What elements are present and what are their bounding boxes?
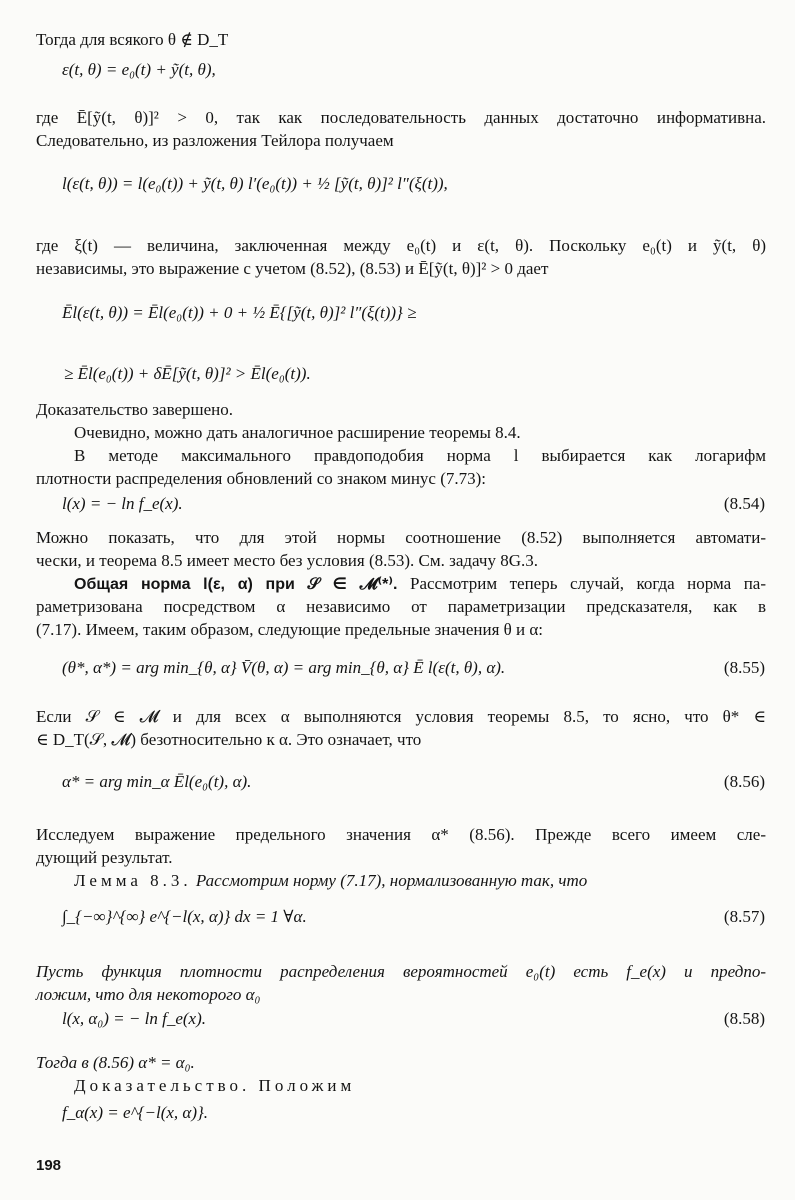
text-line: Очевидно, можно дать аналогичное расширение теоремы 8.4. xyxy=(74,423,521,442)
text-line: Пусть функция плотности распределения вероятностей e₀(t) есть f_e(x) и предпо- xyxy=(36,962,766,981)
equation-number: (8.57) xyxy=(723,907,765,926)
equation: ∫_{−∞}^{∞} e^{−l(x, α)} dx = 1 ∀α. xyxy=(62,907,307,926)
text-line: Доказательство завершено. xyxy=(36,400,234,419)
text-line: дующий результат. xyxy=(36,848,173,867)
text-line: плотности распределения обновлений со знаком минус (7.73): xyxy=(36,469,487,488)
text-line: чески, и теорема 8.5 имеет место без условия (8.53). См. задачу 8G.3. xyxy=(36,551,538,570)
text-line: Следовательно, из разложения Тейлора получаем xyxy=(36,131,394,150)
equation: α* = arg min_α Ēl(e₀(t), α). xyxy=(62,772,252,791)
equation-number: (8.55) xyxy=(723,658,765,677)
equation: (θ*, α*) = arg min_{θ, α} V̄(θ, α) = arg min_{θ, α} Ē l(ε(t, θ), α). xyxy=(62,658,506,677)
paragraph-heading: Общая норма l(ε, α) при 𝒮 ∈ 𝓜⁽*⁾. xyxy=(74,576,398,593)
equation: l(ε(t, θ)) = l(e₀(t)) + ỹ(t, θ) l′(e₀(t)) + ½ [ỹ(t, θ)]² l″(ξ(t)), xyxy=(62,174,448,193)
text-line: (7.17). Имеем, таким образом, следующие предельные значения θ и α: xyxy=(36,620,544,639)
text-line: Доказательство. Положим xyxy=(74,1076,356,1095)
lemma-label: Лемма 8.3. xyxy=(74,871,192,890)
text-span: Рассмотрим теперь случай, когда норма па- xyxy=(409,574,767,593)
text-line: В методе максимального правдоподобия норма l выбирается как логарифм xyxy=(74,446,766,465)
equation-number: (8.58) xyxy=(723,1009,765,1028)
text-line: Тогда для всякого θ ∉ D_T xyxy=(36,30,229,49)
text-line xyxy=(74,871,587,891)
text-line: ложим, что для некоторого α₀ xyxy=(36,985,261,1004)
text-line: Если 𝒮 ∈ 𝓜 и для всех α выполняются условия теоремы 8.5, то ясно, что θ* ∈ xyxy=(36,707,766,726)
text-line: Можно показать, что для этой нормы соотношение (8.52) выполняется автомати- xyxy=(36,528,766,547)
page-number: 198 xyxy=(36,1157,62,1174)
text-line: где Ē[ỹ(t, θ)]² > 0, так как последовательность данных достаточно информативна. xyxy=(36,108,766,127)
equation: Ēl(ε(t, θ)) = Ēl(e₀(t)) + 0 + ½ Ē{[ỹ(t, θ)]² l″(ξ(t))} ≥ xyxy=(62,303,417,322)
equation-number: (8.54) xyxy=(723,494,765,513)
text-line: раметризована посредством α независимо от параметризации предсказателя, как в xyxy=(36,597,766,616)
equation: f_α(x) = e^{−l(x, α)}. xyxy=(62,1103,209,1122)
text-line: ∈ D_T(𝒮, 𝓜) безотносительно к α. Это означает, что xyxy=(36,730,422,749)
equation-number: (8.56) xyxy=(723,772,765,791)
equation: ε(t, θ) = e₀(t) + ỹ(t, θ), xyxy=(62,60,216,79)
text-line: Тогда в (8.56) α* = α₀. xyxy=(36,1053,195,1072)
equation: ≥ Ēl(e₀(t)) + δĒ[ỹ(t, θ)]² > Ēl(e₀(t)). xyxy=(64,364,311,383)
text-line: Исследуем выражение предельного значения α* (8.56). Прежде всего имеем сле- xyxy=(36,825,766,844)
text-line: где ξ(t) — величина, заключенная между e₀(t) и ε(t, θ). Поскольку e₀(t) и ỹ(t, θ) xyxy=(36,236,766,255)
equation: l(x) = − ln f_e(x). xyxy=(62,494,183,513)
text-span: Рассмотрим норму (7.17), нормализованную так, что xyxy=(195,871,588,890)
text-line xyxy=(74,574,766,594)
text-line: независимы, это выражение с учетом (8.52), (8.53) и Ē[ỹ(t, θ)]² > 0 дает xyxy=(36,259,549,278)
equation: l(x, α₀) = − ln f_e(x). xyxy=(62,1009,206,1028)
